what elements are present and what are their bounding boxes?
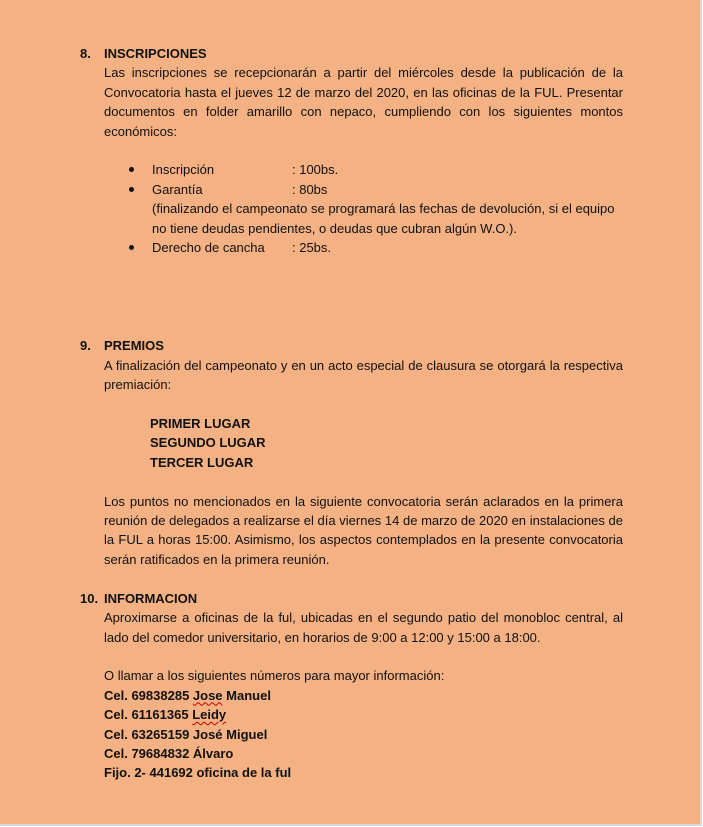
- prize-second: SEGUNDO LUGAR: [150, 435, 266, 451]
- list-item: [104, 160, 623, 179]
- section-intro: A finalización del campeonato y en un acto especial de clausura se otorgará la respectiva premiación:: [104, 357, 623, 393]
- section-number: 10.: [80, 590, 99, 606]
- bullet-icon: [129, 167, 134, 172]
- contact-line: Cel. 69838285 Jose Manuel: [104, 687, 271, 703]
- fee-label: Derecho de cancha: [152, 240, 265, 256]
- section-premios: [80, 336, 623, 569]
- section-intro: Las inscripciones se recepcionarán a partir del miércoles desde la publicación de la Convocatoria hasta el jueves 12 de marzo del 2020, en las oficinas de la FUL. Presentar documentos en folder amarillo con nepaco, cumpliendo con los siguientes montos económicos:: [104, 65, 623, 139]
- section-intro: Aproximarse a oficinas de la ful, ubicadas en el segundo patio del monobloc central, al lado del comedor universitario, en horarios de 9:00 a 12:00 y 15:00 a 18:00.: [104, 610, 623, 645]
- fee-label: Inscripción: [152, 162, 215, 178]
- contact-line: Fijo. 2- 441692 oficina de la ful: [104, 765, 292, 781]
- bullet-icon: [129, 187, 134, 192]
- section-title: INSCRIPCIONES: [104, 46, 207, 61]
- spellcheck-mark: Leidy: [192, 707, 227, 723]
- document-content: [80, 44, 623, 783]
- section-closing: Los puntos no mencionados en la siguiente convocatoria serán aclarados en la primera reunión de delegados a realizarse el día viernes 14 de marzo de 2020 en instalaciones de la FUL a horas 15:00. Asimismo, los aspectos contemplados en la presente convocatoria serán ratificados en la primera reunión.: [104, 493, 623, 567]
- contact-line: Cel. 79684832 Álvaro: [104, 745, 234, 761]
- contact-line: Cel. 61161365 Leidy: [104, 707, 227, 723]
- fee-label: Garantía: [152, 181, 203, 197]
- fee-note: (finalizando el campeonato se programará las fechas de devolución, si el equipo no tiene deudas pendientes, o deudas que cubran algún W.O.).: [152, 201, 615, 236]
- section-number: 9.: [80, 338, 91, 354]
- prize-third: TERCER LUGAR: [150, 454, 254, 470]
- section-title: PREMIOS: [104, 338, 164, 354]
- fee-value: : 25bs.: [292, 240, 332, 256]
- fee-value: : 80bs: [292, 181, 328, 197]
- contact-call: O llamar a los siguientes números para mayor información:: [104, 668, 445, 684]
- section-informacion: [80, 589, 623, 783]
- spellcheck-mark: Jose: [192, 687, 223, 703]
- contact-line: Cel. 63265159 José Miguel: [104, 726, 268, 742]
- bullet-icon: [129, 245, 134, 250]
- prize-first: PRIMER LUGAR: [150, 416, 251, 432]
- section-number: 8.: [80, 46, 91, 61]
- fee-value: : 100bs.: [292, 162, 339, 178]
- section-title: INFORMACION: [104, 590, 198, 606]
- fee-list: [104, 160, 623, 257]
- list-item: [104, 238, 623, 257]
- section-inscripciones: [80, 44, 623, 257]
- list-item: [104, 180, 623, 238]
